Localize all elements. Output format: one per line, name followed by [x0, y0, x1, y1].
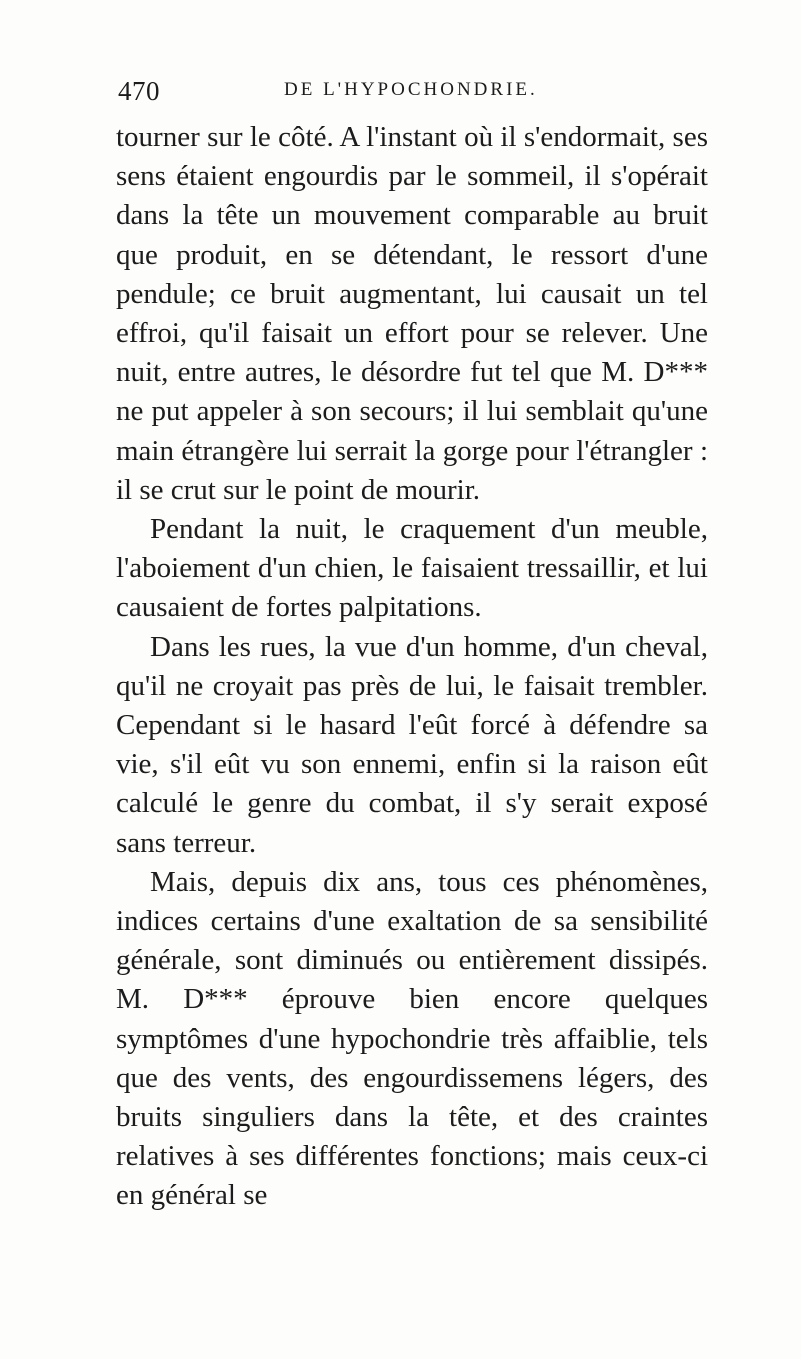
paragraph: Mais, depuis dix ans, tous ces phénomènes, indices certains d'une exaltation de sa sensibilité générale, sont diminués ou entièrement dissipés. M. D*** éprouve bien encore quelques symptômes d'une hypochondrie très affaiblie, tels que des vents, des engourdissemens légers, des bruits singuliers dans la tête, et des craintes relatives à ses différentes fonctions; mais ceux-ci en général se — [116, 865, 708, 1212]
paragraph: Pendant la nuit, le craquement d'un meuble, l'aboiement d'un chien, le faisaient tressaillir, et lui causaient de fortes palpitations. — [116, 513, 708, 624]
paragraph-continuation: tourner sur le côté. A l'instant où il s'endormait, ses sens étaient engourdis par le sommeil, il s'opérait dans la tête un mouvement comparable au bruit que produit, en se détendant, le ressort d'une pendule; ce bruit augmentant, lui causait un tel effroi, qu'il faisait un effort pour se relever. Une nuit, entre autres, le désordre fut tel que M. D*** ne put appeler à son secours; il lui semblait qu'une main étrangère lui serrait la gorge pour l'étrangler : il se crut sur le point de mourir. — [116, 121, 708, 506]
running-head — [118, 76, 638, 110]
paragraph: Dans les rues, la vue d'un homme, d'un cheval, qu'il ne croyait pas près de lui, le faisait trembler. Cependant si le hasard l'eût forcé à défendre sa vie, s'il eût vu son ennemi, enfin si la raison eût calculé le genre du combat, il s'y serait exposé sans terreur. — [116, 630, 708, 859]
running-head-title: DE L'HYPOCHONDRIE. — [284, 79, 538, 100]
page-number: 470 — [118, 76, 160, 106]
body-text — [116, 118, 708, 1216]
